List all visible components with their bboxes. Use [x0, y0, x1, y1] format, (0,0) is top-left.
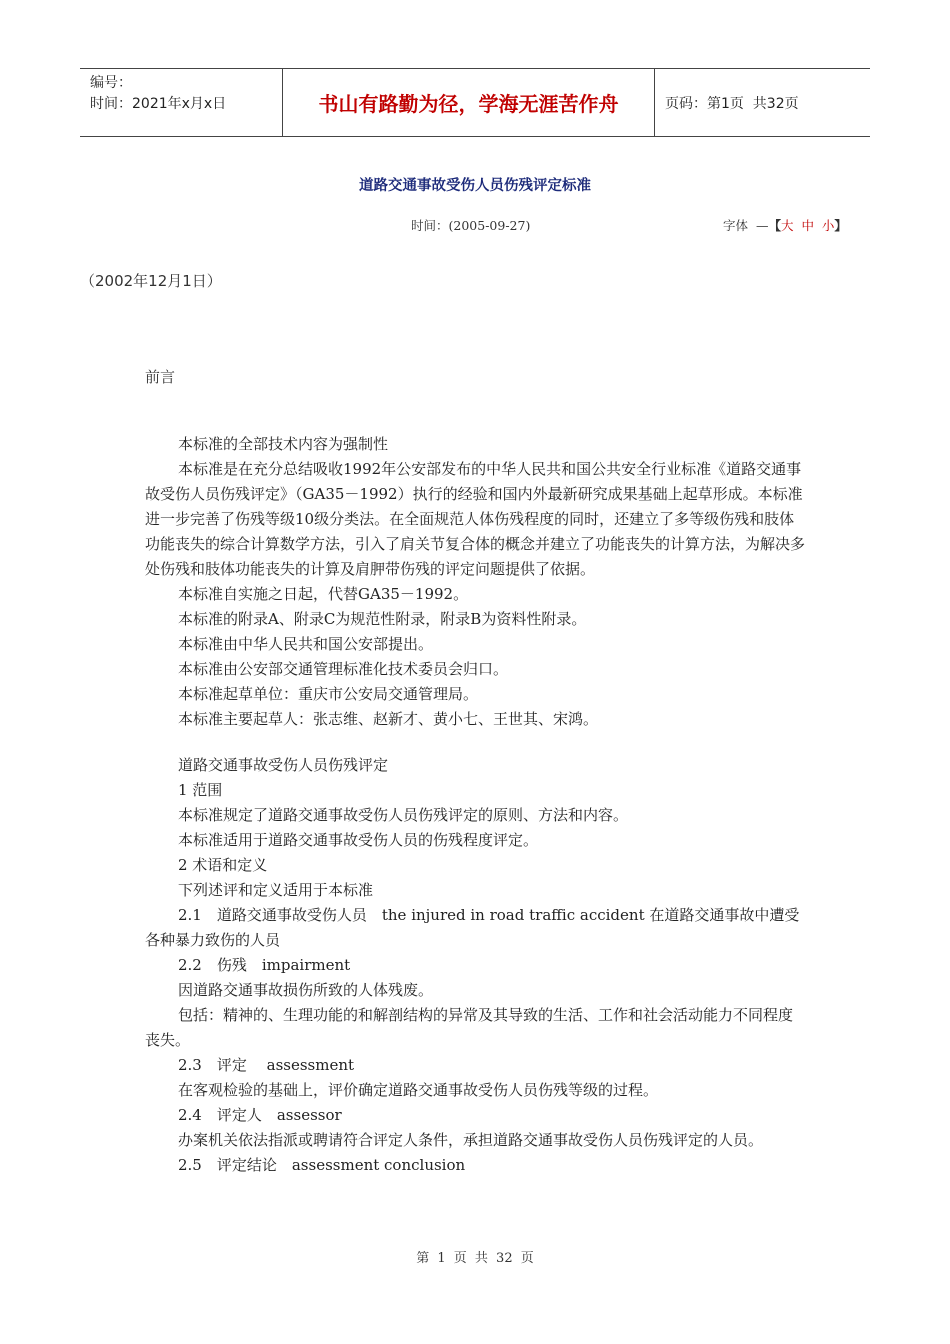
font-bracket-open: 【: [768, 218, 781, 233]
font-size-control: [723, 216, 847, 234]
paragraph: 下列述评和定义适用于本标准: [178, 881, 374, 899]
font-size-label: 字体 —: [723, 218, 769, 233]
paragraph: 本标准由中华人民共和国公安部提出。: [178, 635, 434, 653]
header-info-cell: [80, 69, 282, 136]
paragraph: 本标准由公安部交通管理标准化技术委员会归口。: [178, 660, 509, 678]
section-heading: 道路交通事故受伤人员伤残评定: [178, 756, 389, 774]
paragraph: 在客观检验的基础上，评价确定道路交通事故受伤人员伤残等级的过程。: [178, 1081, 659, 1099]
document-title: 道路交通事故受伤人员伤残评定标准: [359, 177, 591, 194]
document-body: [145, 432, 805, 1178]
page-footer: 第 1 页 共 32 页: [416, 1251, 534, 1266]
document-date: （2002年12月1日）: [80, 272, 222, 290]
document-header: [80, 68, 870, 137]
paragraph-gap: [145, 732, 805, 753]
paragraph: 本标准是在充分总结吸收1992年公安部发布的中华人民共和国公共安全行业标准《道路交通事故受伤人员伤残评定》（GA35－1992）执行的经验和国内外最新研究成果基础上起草形成。本标准进一步完善了伤残等级10级分类法。在全面规范人体伤残程度的同时，还建立了多等级伤残和肢体功能丧失的综合计算数学方法，引入了肩关节复合体的概念并建立了功能丧失的计算方法，为解决多处伤残和肢体功能丧失的计算及肩胛带伤残的评定问题提供了依据。: [145, 460, 806, 578]
header-page-cell: [655, 69, 870, 136]
document-time-label: 时间：2021年x月x日: [90, 96, 227, 112]
font-bracket-close: 】: [834, 218, 847, 233]
paragraph: 本标准规定了道路交通事故受伤人员伤残评定的原则、方法和内容。: [178, 806, 629, 824]
header-motto: 书山有路勤为径，学海无涯苦作舟: [282, 69, 655, 136]
paragraph: 本标准适用于道路交通事故受伤人员的伤残程度评定。: [178, 831, 539, 849]
paragraph: 本标准的全部技术内容为强制性: [178, 435, 389, 453]
paragraph: 因道路交通事故损伤所致的人体残废。: [178, 981, 434, 999]
section-heading: 2 术语和定义: [178, 856, 268, 874]
font-size-small-link[interactable]: 小: [821, 218, 835, 233]
paragraph: 包括：精神的、生理功能的和解剖结构的异常及其导致的生活、工作和社会活动能力不同程度丧失。: [145, 1006, 794, 1049]
definition-term: 2.3 评定 assessment: [178, 1056, 355, 1074]
paragraph: 本标准自实施之日起，代替GA35－1992。: [178, 585, 469, 603]
definition-term: 2.4 评定人 assessor: [178, 1106, 342, 1124]
document-number-label: 编号：: [90, 75, 132, 91]
definition-term: 2.5 评定结论 assessment conclusion: [178, 1156, 466, 1174]
header-page-label: 页码：第1页 共32页: [665, 95, 799, 112]
publish-time: 时间：(2005-09-27): [411, 218, 531, 233]
definition-term: 2.1 道路交通事故受伤人员 the injured in road traffic accident 在道路交通事故中遭受各种暴力致伤的人员: [145, 906, 800, 949]
paragraph: 办案机关依法指派或聘请符合评定人条件，承担道路交通事故受伤人员伤残评定的人员。: [178, 1131, 764, 1149]
font-size-medium-link[interactable]: 中: [801, 218, 814, 233]
section-heading: 1 范围: [178, 781, 223, 799]
paragraph: 本标准起草单位：重庆市公安局交通管理局。: [178, 685, 479, 703]
font-size-large-link[interactable]: 大: [780, 218, 794, 233]
preface-heading: 前言: [145, 368, 176, 386]
paragraph: 本标准主要起草人：张志维、赵新才、黄小七、王世其、宋鸿。: [178, 710, 599, 728]
paragraph: 本标准的附录A、附录C为规范性附录，附录B为资料性附录。: [178, 610, 587, 628]
definition-term: 2.2 伤残 impairment: [178, 956, 351, 974]
